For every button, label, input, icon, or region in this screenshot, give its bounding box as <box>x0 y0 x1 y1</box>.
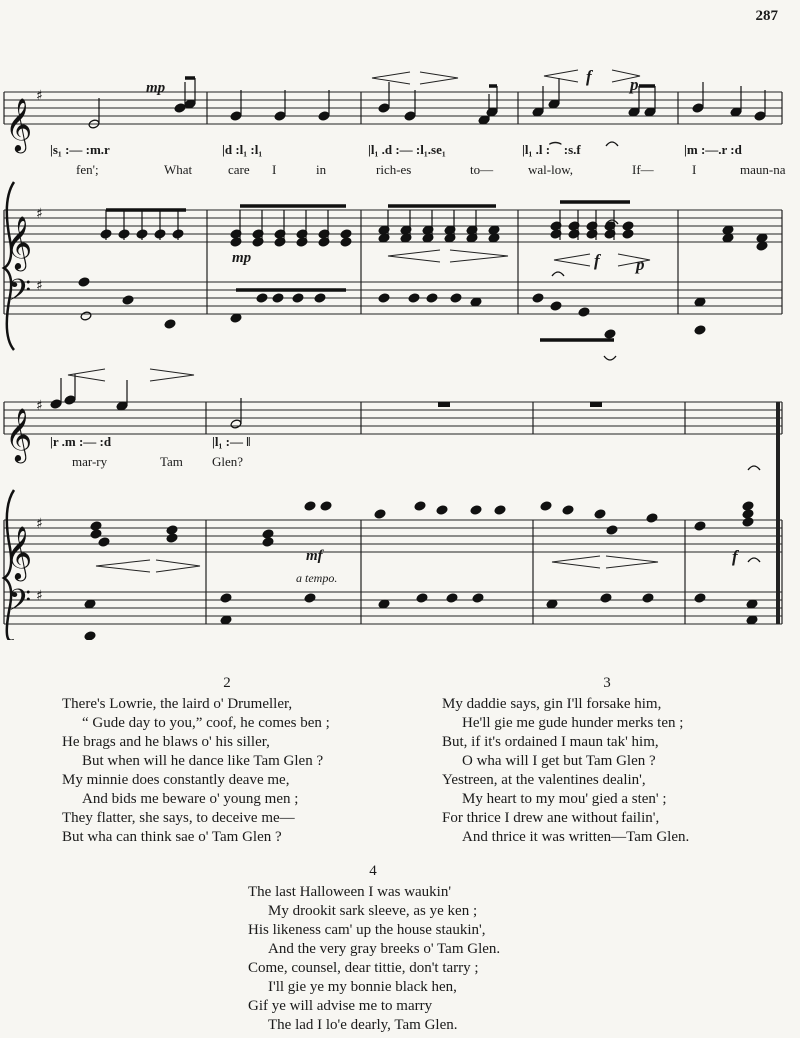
notehead <box>304 501 316 511</box>
verse-number: 2 <box>223 675 231 691</box>
notehead <box>340 229 352 239</box>
lyric-word: I <box>692 162 697 177</box>
lyric-word: in <box>316 162 327 177</box>
verse-line: His likeness cam' up the house staukin', <box>248 922 486 938</box>
notehead <box>694 325 706 335</box>
lyric-word: mar-ry <box>72 454 108 469</box>
notehead <box>262 537 274 547</box>
solfa-measure: |l₁ :— ‖ <box>212 434 251 449</box>
notehead <box>378 293 390 303</box>
notehead <box>262 529 274 539</box>
verse-line: Gif ye will advise me to marry <box>248 998 433 1014</box>
solfa-measure: |l₁ .d :— :l₁.se₁ <box>368 142 446 157</box>
lyric-word: What <box>164 162 193 177</box>
svg-text:𝄢: 𝄢 <box>8 584 32 625</box>
dynamic-p-piano: p <box>636 255 645 274</box>
svg-text:♯: ♯ <box>36 88 43 104</box>
notehead <box>594 509 606 519</box>
solfa-line <box>50 141 743 157</box>
notehead <box>122 295 134 305</box>
verse-line: And the very gray breeks o' Tam Glen. <box>268 941 501 957</box>
lyric-word: rich-es <box>376 162 412 177</box>
notehead <box>50 399 62 409</box>
notehead <box>742 517 754 527</box>
notehead <box>414 501 426 511</box>
notehead <box>540 501 552 511</box>
notehead <box>80 311 92 321</box>
notehead <box>230 111 242 121</box>
svg-text:𝄞: 𝄞 <box>5 407 33 461</box>
notehead <box>578 307 590 317</box>
tempo-marking: a tempo. <box>296 571 338 585</box>
notehead <box>272 293 284 303</box>
verse-4 <box>248 862 568 1035</box>
notehead <box>90 521 102 531</box>
lyric-word: to— <box>470 162 494 177</box>
verse-line: But, if it's ordained I maun tak' him, <box>442 734 659 750</box>
notehead <box>426 293 438 303</box>
verse-line: For thrice I drew ane without failin', <box>442 810 660 826</box>
lyrics-line <box>76 162 786 177</box>
verse-3 <box>442 674 772 847</box>
svg-text:𝄞: 𝄞 <box>5 525 33 579</box>
notehead <box>642 593 654 603</box>
lyric-word: fen'; <box>76 162 99 177</box>
svg-text:𝄞: 𝄞 <box>5 97 33 151</box>
verse-line: There's Lowrie, the laird o' Drumeller, <box>62 696 293 712</box>
verse-line: And thrice it was written—Tam Glen. <box>462 829 690 845</box>
notehead <box>742 509 754 519</box>
notehead <box>220 593 232 603</box>
svg-text:𝄞: 𝄞 <box>5 215 33 269</box>
lyric-word: wal-low, <box>528 162 574 177</box>
notehead <box>166 533 178 543</box>
lyric-word: care <box>228 162 250 177</box>
notehead <box>472 593 484 603</box>
verse-line: The last Halloween I was waukin' <box>248 884 452 900</box>
verse-line: My drookit sark sleeve, as ye ken ; <box>268 903 478 919</box>
verse-line: He'll gie me gude hunder merks ten ; <box>462 715 684 731</box>
notehead <box>304 593 316 603</box>
svg-text:♯: ♯ <box>36 516 43 532</box>
lyric-word: maun-na <box>740 162 786 177</box>
notehead <box>404 111 416 121</box>
verse-line: Yestreen, at the valentines dealin', <box>442 772 646 788</box>
notehead <box>470 505 482 515</box>
fermata-icon <box>552 142 760 562</box>
verse-line: O wha will I get but Tam Glen ? <box>462 753 656 769</box>
dynamic-mp-piano: mp <box>232 250 252 266</box>
notehead <box>646 513 658 523</box>
svg-text:♯: ♯ <box>36 278 43 294</box>
notehead <box>374 509 386 519</box>
dynamic-f-final: f <box>732 547 738 566</box>
notehead <box>98 537 110 547</box>
notehead <box>90 529 102 539</box>
notehead <box>230 419 242 429</box>
svg-text:♯: ♯ <box>36 206 43 222</box>
notehead <box>416 593 428 603</box>
notehead <box>494 505 506 515</box>
notehead <box>692 103 704 113</box>
notehead <box>604 329 616 339</box>
lyrics-line <box>72 454 243 469</box>
notehead <box>600 593 612 603</box>
verse-line: He brags and he blaws o' his siller, <box>62 734 270 750</box>
verse-line: And bids me beware o' young men ; <box>82 791 299 807</box>
notehead <box>742 501 754 511</box>
notehead <box>84 631 96 640</box>
notehead <box>378 103 390 113</box>
notehead <box>314 293 326 303</box>
notehead <box>532 293 544 303</box>
notehead <box>622 229 634 239</box>
notehead <box>166 525 178 535</box>
notehead <box>436 505 448 515</box>
page-number: 287 <box>755 8 778 24</box>
lyric-word: Glen? <box>212 454 244 469</box>
notehead <box>550 301 562 311</box>
lyric-word: I <box>272 162 277 177</box>
rests <box>438 402 602 407</box>
notehead <box>606 525 618 535</box>
verse-line: The lad I lo'e dearly, Tam Glen. <box>268 1017 458 1033</box>
notehead <box>562 505 574 515</box>
notehead <box>450 293 462 303</box>
lyric-word: Tam <box>160 454 183 469</box>
solfa-measure: |m :—.r :d <box>684 142 742 157</box>
dynamic-f: f <box>586 67 592 86</box>
notehead <box>292 293 304 303</box>
notehead <box>320 501 332 511</box>
notehead <box>64 395 76 405</box>
notehead <box>340 237 352 247</box>
verse-line: My heart to my mou' gied a sten' ; <box>462 791 667 807</box>
notehead <box>408 293 420 303</box>
svg-text:♯: ♯ <box>36 588 43 604</box>
svg-text:𝄢: 𝄢 <box>8 274 32 315</box>
notehead <box>754 111 766 121</box>
notehead <box>174 103 186 113</box>
notehead <box>694 521 706 531</box>
solfa-measure: |d :l₁ :l₁ <box>222 142 263 157</box>
verse-line: They flatter, she says, to deceive me— <box>62 810 295 826</box>
verse-line: But when will he dance like Tam Glen ? <box>82 753 324 769</box>
notehead <box>694 593 706 603</box>
verse-2 <box>62 674 392 847</box>
verse-number: 4 <box>369 863 377 879</box>
notehead <box>622 221 634 231</box>
solfa-measure: |r .m :— :d <box>50 434 112 449</box>
verse-line: My daddie says, gin I'll forsake him, <box>442 696 662 712</box>
verse-line: But wha can think sae o' Tam Glen ? <box>62 829 282 845</box>
dynamic-mp: mp <box>146 80 166 96</box>
notehead <box>256 293 268 303</box>
verse-line: “ Gude day to you,” coof, he comes ben ; <box>82 715 330 731</box>
dynamic-f-piano: f <box>594 251 600 270</box>
notehead <box>164 319 176 329</box>
verse-line: My minnie does constantly deave me, <box>62 772 290 788</box>
verse-number: 3 <box>603 675 611 691</box>
dynamic-mf: mf <box>306 548 323 564</box>
verse-line: I'll gie ye my bonnie black hen, <box>268 979 457 995</box>
svg-text:♯: ♯ <box>36 398 43 414</box>
lyric-word: If— <box>632 162 654 177</box>
dynamic-p: p <box>630 75 639 94</box>
verse-line: Come, counsel, dear tittie, don't tarry ; <box>248 960 479 976</box>
solfa-measure: |l₁ .l :⁀ :s.f <box>522 142 581 157</box>
notehead <box>446 593 458 603</box>
notehead <box>78 277 90 287</box>
notehead <box>274 111 286 121</box>
solfa-line <box>50 434 250 449</box>
solfa-measure: |s₁ :— :m.r <box>50 142 110 157</box>
notehead <box>318 111 330 121</box>
key-signature-sharp-icon <box>36 88 43 604</box>
